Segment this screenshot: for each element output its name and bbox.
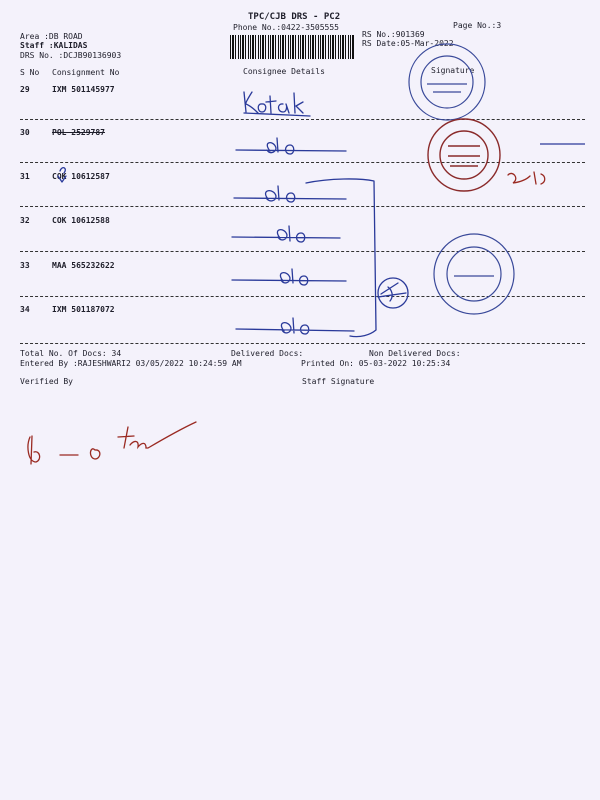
handwritten-mark [508,172,545,184]
total-docs: Total No. Of Docs: 34 [20,349,122,358]
area-label: Area :DB ROAD [20,32,83,41]
bank-stamp [428,119,500,191]
rs-date: RS Date:05-Mar-2022 [362,39,454,48]
rs-number: RS No.:901369 [362,30,425,39]
row-sno: 30 [20,128,30,137]
staff-label: Staff :KALIDAS [20,41,88,50]
row-consignment: IXM 501145977 [52,85,115,94]
row-sno: 31 [20,172,30,181]
drs-number: DRS No. :DCJB90136903 [20,51,122,60]
column-consignment: Consignment No [52,68,120,77]
handwritten-ditto [234,186,346,202]
phone-number: Phone No.:0422-3505555 [233,23,339,32]
column-sno: S No [20,68,40,77]
handwritten-ditto [236,318,354,334]
bank-stamp [409,44,485,120]
row-sno: 34 [20,305,30,314]
row-consignment: IXM 501187072 [52,305,115,314]
bank-stamp [434,234,514,314]
handwritten-kotak [244,92,310,116]
row-consignment: COK 10612587 [52,172,110,181]
non-delivered-docs: Non Delivered Docs: [369,349,461,358]
verified-by-signature [28,422,196,464]
row-consignment: POL 2529787 [52,128,105,137]
column-signature: Signature [431,66,475,75]
row-sno: 29 [20,85,30,94]
handwritten-ditto [232,269,346,285]
row-consignment: COK 10612588 [52,216,110,225]
row-consignment: MAA 565232622 [52,261,115,270]
row-sno: 32 [20,216,30,225]
handwritten-ditto [236,138,346,154]
document-title: TPC/CJB DRS - PC2 [248,12,341,22]
page-number: Page No.:3 [453,21,502,30]
column-consignee: Consignee Details [243,67,325,76]
delivered-docs: Delivered Docs: [231,349,304,358]
staff-signature-label: Staff Signature [302,377,375,386]
handwritten-ditto [232,226,340,242]
verified-by: Verified By [20,377,73,386]
row-sno: 33 [20,261,30,270]
entered-by: Entered By :RAJESHWARI2 03/05/2022 10:24:59 AM [20,359,242,368]
ditto-bracket [306,179,376,337]
printed-on: Printed On: 05-03-2022 10:25:34 [301,359,451,368]
